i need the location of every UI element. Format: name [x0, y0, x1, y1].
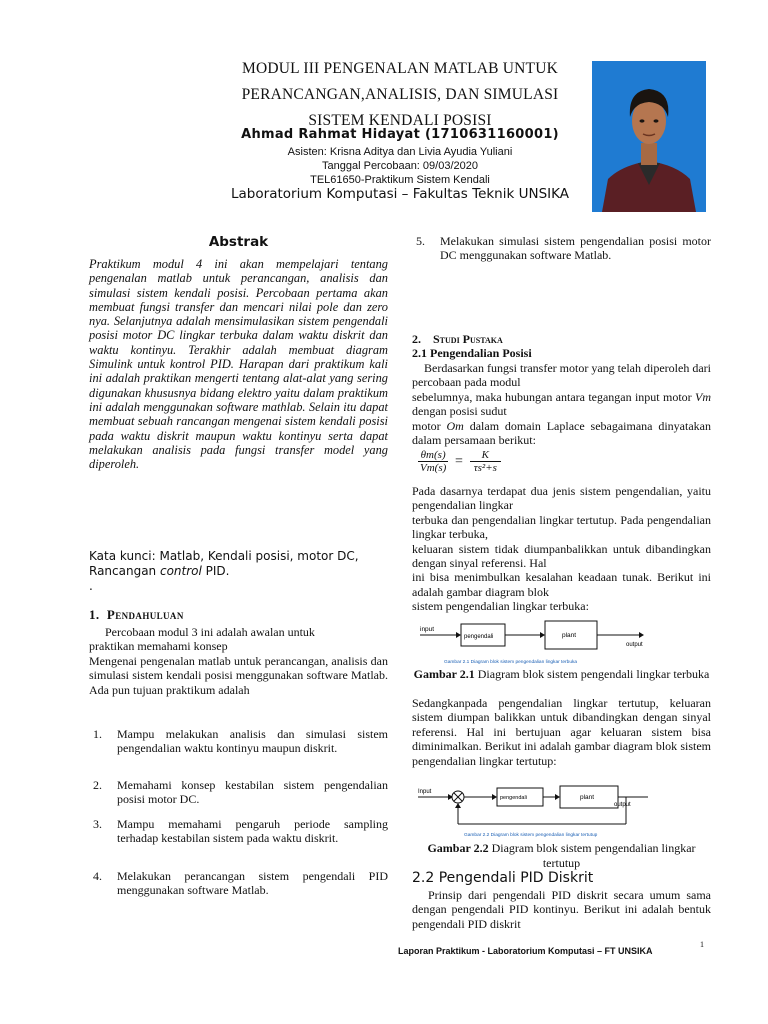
closed-loop-block-diagram: [414, 784, 654, 838]
author-photo: [592, 61, 706, 212]
abstract-text: Praktikum modul 4 ini akan mempelajari tentang pengenalan matlab untuk perancangan, analisis dan simulasi sistem kendali posisi. Percobaan pertama akan membuat fungsi transfer dan mencari nilai pole dan zero nya. Selanjutnya adalah mensimulasikan sistem pengendali posisi motor DC lingkar terbuka dalam waktu diskrit dan waktu kontinyu. Terakhir adalah membuat diagram Simulink untuk kontrol PID. Harapan dari praktikum kali ini adalah praktikan mengerti tentang alat-alat yang sering digunakan khususnya bidang elektro yaitu dalam praktikum ini adalah menggunakan software mathlab. Selain itu dapat membuat sebuah rancangan mengenai sistem kendali posisi pada waktu diskrit maupun waktu kontinyu serta dapat melakukan analisis pada fungsi transfer model yang diperoleh.: [89, 257, 388, 472]
figure-2-caption: [412, 841, 711, 871]
list-item: [412, 234, 711, 263]
subsection-2-1-heading: 2.1 Pengendalian Posisi: [412, 346, 532, 360]
paragraph: Pada dasarnya terdapat dua jenis sistem pengendalian, yaitu pengendalian lingkar: [412, 484, 711, 513]
course-line: TEL61650-Praktikum Sistem Kendali: [310, 174, 490, 186]
caption-label: Gambar 2.2: [427, 841, 489, 855]
fig1-controller-label: pengendali: [464, 634, 494, 640]
keywords: [89, 549, 388, 594]
list-text: Melakukan simulasi sistem pengendalian posisi motor DC menggunakan software Matlab.: [440, 234, 711, 263]
lab-affiliation: Laboratorium Komputasi – Fakultas Teknik UNSIKA: [231, 186, 569, 202]
paragraph: Berdasarkan fungsi transfer motor yang telah diperoleh dari percobaan pada modul: [412, 361, 711, 390]
asisten-line: Asisten: Krisna Aditya dan Livia Ayudia Yuliani: [287, 146, 513, 158]
list-number: 2.: [93, 778, 102, 792]
paragraph: ini bisa menimbulkan kesalahan keadaan tunak. Berikut ini adalah gambar diagram blok: [412, 570, 711, 599]
page-number: 1: [700, 940, 704, 949]
paragraph: terbuka dan pengendalian lingkar tertutup. Pada pengendalian lingkar terbuka,: [412, 512, 711, 542]
keywords-text: Matlab, Kendali posisi, motor DC, Rancangan: [89, 549, 359, 578]
intro-paragraph-2: Mengenai pengenalan matlab untuk perancangan, analisis dan simulasi sistem kendali posisi menggunakan software Matlab. Ada pun tujuan praktikum adalah: [89, 653, 388, 697]
section-1-number: 1.: [89, 607, 100, 622]
meta-info: [200, 145, 600, 187]
section-2-title: Studi Pustaka: [433, 332, 503, 346]
fig1-plant-label: plant: [562, 632, 577, 639]
title-line: PERANCANGAN,ANALISIS, DAN SIMULASI: [241, 86, 559, 103]
fig2-controller-label: pengendali: [500, 795, 527, 801]
eq-lhs-numerator: θm(s): [418, 449, 448, 462]
caption-label: Gambar 2.1: [413, 667, 475, 681]
fig2-plant-label: plant: [580, 794, 595, 801]
symbol-om: Om: [446, 418, 464, 433]
caption-text: Diagram blok sistem pengendalian lingkar tertutup: [488, 841, 696, 870]
caption-text: Diagram blok sistem pengendali lingkar terbuka: [474, 667, 710, 681]
paragraph: [412, 390, 711, 419]
author-name: Ahmad Rahmat Hidayat (1710631160001): [241, 127, 559, 142]
section-1-title: Pendahuluan: [106, 607, 184, 622]
text-span: dalam domain Laplace sebagaimana dinyatakan dalam persamaan berikut:: [412, 418, 711, 448]
section-1-intro: [89, 625, 388, 697]
paper-title: [200, 56, 600, 134]
fig1-output-label: output: [626, 642, 643, 648]
keywords-dot: .: [89, 579, 93, 593]
list-text: Memahami konsep kestabilan sistem pengendalian posisi motor DC.: [117, 778, 388, 807]
list-number: 4.: [93, 869, 102, 883]
section-2-1-text-continued: [412, 484, 711, 614]
section-2-2-text: Prinsip dari pengendali PID diskrit secara umum sama dengan pengendali PID kontinyu. Berikut ini adalah bentuk pengendali PID diskrit: [412, 888, 711, 931]
page-footer: Laporan Praktikum - Laboratorium Komputasi – FT UNSIKA: [398, 946, 653, 956]
paragraph: [412, 419, 711, 448]
eq-lhs-denominator: Vm(s): [420, 462, 447, 474]
list-text: Mampu melakukan analisis dan simulasi sistem pengendalian waktu kontinyu maupun diskrit.: [117, 727, 388, 756]
keywords-label: Kata kunci:: [89, 549, 156, 563]
paragraph: sistem pengendalian lingkar terbuka:: [412, 599, 589, 614]
eq-equals: =: [455, 453, 463, 469]
fig1-input-label: input: [420, 626, 435, 633]
text-span: motor: [412, 418, 447, 433]
list-item: [89, 727, 388, 756]
list-text: Mampu memahami pengaruh periode sampling terhadap kestabilan sistem pada waktu diskrit.: [117, 817, 388, 846]
fig1-embedded-caption: Gambar 2.1 Diagram blok sistem pengendalian lingkar terbuka: [444, 660, 578, 665]
section-1-heading: [89, 607, 388, 623]
section-2-heading: [412, 332, 711, 347]
figure-1-caption: [412, 667, 711, 682]
text-span: sebelumnya, maka hubungan antara tegangan input motor: [412, 389, 695, 404]
objectives-list: [89, 727, 388, 897]
transfer-function-equation: [418, 449, 501, 474]
section-2-number: 2.: [412, 332, 421, 346]
list-number: 3.: [93, 817, 102, 831]
open-loop-block-diagram: [414, 617, 654, 667]
title-line: SISTEM KENDALI POSISI: [308, 112, 492, 129]
text-span: dengan posisi sudut: [412, 404, 507, 419]
eq-rhs-denominator: τs²+s: [473, 462, 497, 474]
list-number: 5.: [416, 234, 425, 248]
list-item: [89, 869, 388, 898]
fig2-input-label: Input: [418, 789, 432, 795]
fig2-output-label: output: [614, 802, 631, 808]
fig2-embedded-caption: Gambar 2.2 Diagram blok sistem pengendalian lingkar tertutup: [464, 833, 598, 838]
symbol-vm: Vm: [695, 389, 711, 404]
tanggal-line: Tanggal Percobaan: 09/03/2020: [322, 160, 478, 172]
intro-line-1: Percobaan modul 3 ini adalah awalan untuk: [105, 625, 315, 639]
eq-rhs-numerator: K: [470, 449, 501, 462]
list-text: Melakukan perancangan sistem pengendali PID menggunakan software Matlab.: [117, 869, 388, 898]
section-2-1-closed-loop-text: Sedangkanpada pengendalian lingkar tertutup, keluaran sistem diumpan balikkan untuk dibandingkan dengan sinyal referensi. Hal ini bertujuan agar keluaran sistem bisa diminimalkan. Berikut ini adalah gambar diagram blok sistem pengendalian lingkar tertutup:: [412, 696, 711, 768]
list-number: 1.: [93, 727, 102, 741]
title-line: MODUL III PENGENALAN MATLAB UNTUK: [242, 60, 558, 77]
list-item: [89, 778, 388, 807]
section-2-1-text: [412, 361, 711, 447]
paragraph: keluaran sistem tidak diumpanbalikkan untuk dibandingkan dengan sinyal referensi. Hal: [412, 541, 711, 571]
author-portrait-image: [592, 61, 706, 212]
abstract-heading: Abstrak: [208, 234, 269, 250]
intro-line-2: praktikan memahami konsep: [89, 639, 228, 654]
keywords-end: PID.: [201, 564, 230, 578]
list-item: [89, 817, 388, 846]
keywords-italic: control: [159, 564, 202, 578]
subsection-2-2-heading: 2.2 Pengendali PID Diskrit: [412, 870, 594, 886]
